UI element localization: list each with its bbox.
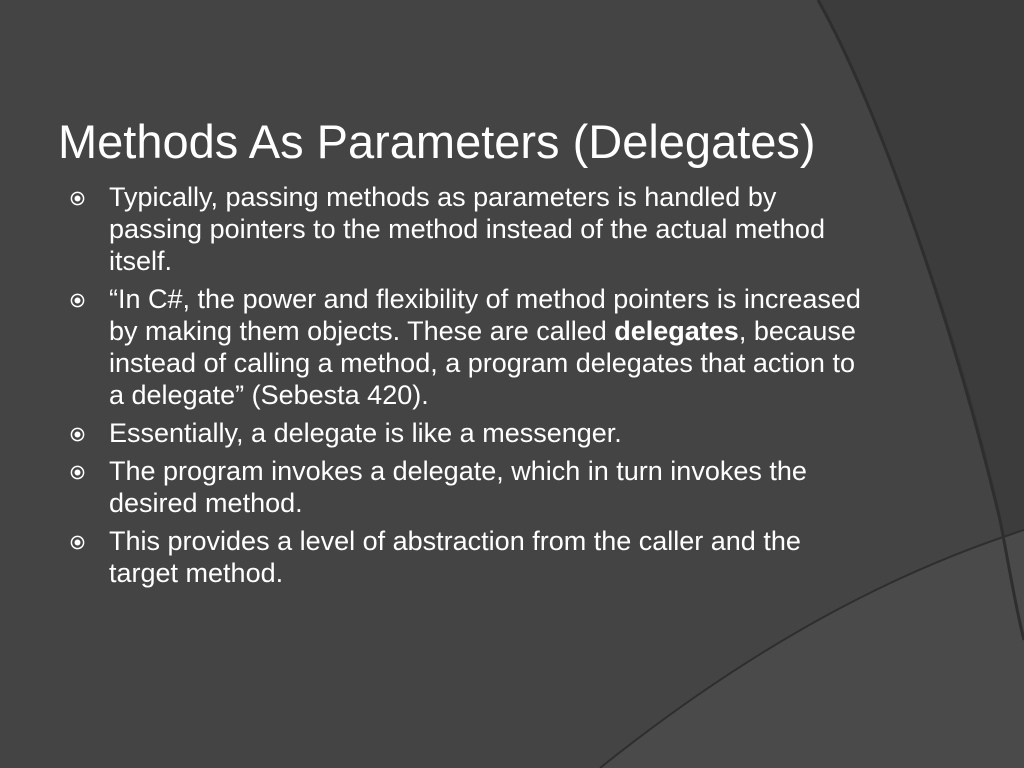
bullet-item [70,525,870,589]
bullet-text-run: This provides a level of abstraction from the caller and the target method. [109,526,801,588]
bullet-text [109,456,807,518]
slide-title: Methods As Parameters (Delegates) [58,115,816,168]
bullet-item [70,417,870,449]
bullet-text-run: The program invokes a delegate, which in turn invokes the desired method. [109,456,807,518]
circled-dot-icon [70,191,85,206]
bullet-text [109,182,825,276]
circled-dot-icon [70,293,85,308]
bullet-text [109,418,622,448]
bullet-item [70,283,870,411]
bullet-text [109,284,861,410]
bullet-text-bold: delegates [614,316,739,346]
bullet-item [70,181,870,277]
bullet-text-run: , because instead of calling a method, a program delegates that action to a delegate” (Sebesta 420). [109,316,856,410]
bullet-text [109,526,801,588]
circled-dot-icon [70,465,85,480]
circled-dot-icon [70,535,85,550]
circled-dot-icon [70,427,85,442]
bullet-item [70,455,870,519]
bullet-text-run: Typically, passing methods as parameters is handled by passing pointers to the method instead of the actual method itself. [109,182,825,276]
bullet-text-run: Essentially, a delegate is like a messenger. [109,418,622,448]
bullet-list [70,181,870,595]
bullet-text-run: “In C#, the power and flexibility of method pointers is increased by making them objects. These are called [109,284,861,346]
